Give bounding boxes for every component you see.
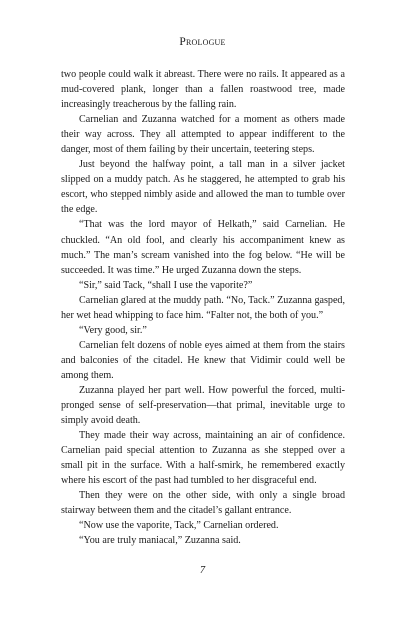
paragraph: Just beyond the halfway point, a tall man in a silver jacket slipped on a muddy patch. As he staggered, he attempted to grab his escort, who stepped nimbly aside and allowed the man to tumble over the edge. (61, 159, 345, 216)
paragraph: “Now use the vaporite, Tack,” Carnelian ordered. (79, 520, 279, 532)
paragraph: “Very good, sir.” (79, 324, 147, 336)
paragraph: “That was the lord mayor of Helkath,” said Carnelian. He chuckled. “An old fool, and clearly his accompaniment knew as much.” The man’s scream vanished into the fog below. “He will be succeeded. It was time.” He urged Zuzanna down the steps. (61, 219, 345, 276)
page-number: 7 (199, 565, 206, 576)
paragraph: Carnelian felt dozens of noble eyes aimed at them from the stairs and balconies of the citadel. He knew that Vidimir could well be among them. (61, 339, 345, 381)
body-text (61, 67, 345, 549)
paragraph: Carnelian glared at the muddy path. “No, Tack.” Zuzanna gasped, her wet head whipping to face him. “Falter not, the both of you.” (61, 294, 345, 321)
paragraph: Carnelian and Zuzanna watched for a moment as others made their way across. They all attempted to appear indifferent to the danger, most of them failing by their uncertain, teetering steps. (61, 114, 345, 156)
running-head: Prologue (179, 36, 226, 48)
paragraph: Zuzanna played her part well. How powerful the forced, multi-pronged sense of self-preservation—that primal, inevitable urge to simply avoid death. (61, 384, 345, 427)
paragraph: Then they were on the other side, with only a single broad stairway between them and the citadel’s gallant entrance. (61, 490, 345, 517)
paragraph: They made their way across, maintaining an air of confidence. Carnelian paid special attention to Zuzanna as she stepped over a small pit in the surface. With a half-smirk, he remembered exactly where his escort of the past had tumbled to her disgraceful end. (61, 430, 345, 487)
paragraph: “You are truly maniacal,” Zuzanna said. (79, 535, 241, 547)
paragraph: two people could walk it abreast. There were no rails. It appeared as a mud-covered plank, longer than a fallen roastwood tree, made increasingly treacherous by the falling rain. (61, 69, 345, 111)
paragraph: “Sir,” said Tack, “shall I use the vaporite?” (79, 279, 253, 291)
